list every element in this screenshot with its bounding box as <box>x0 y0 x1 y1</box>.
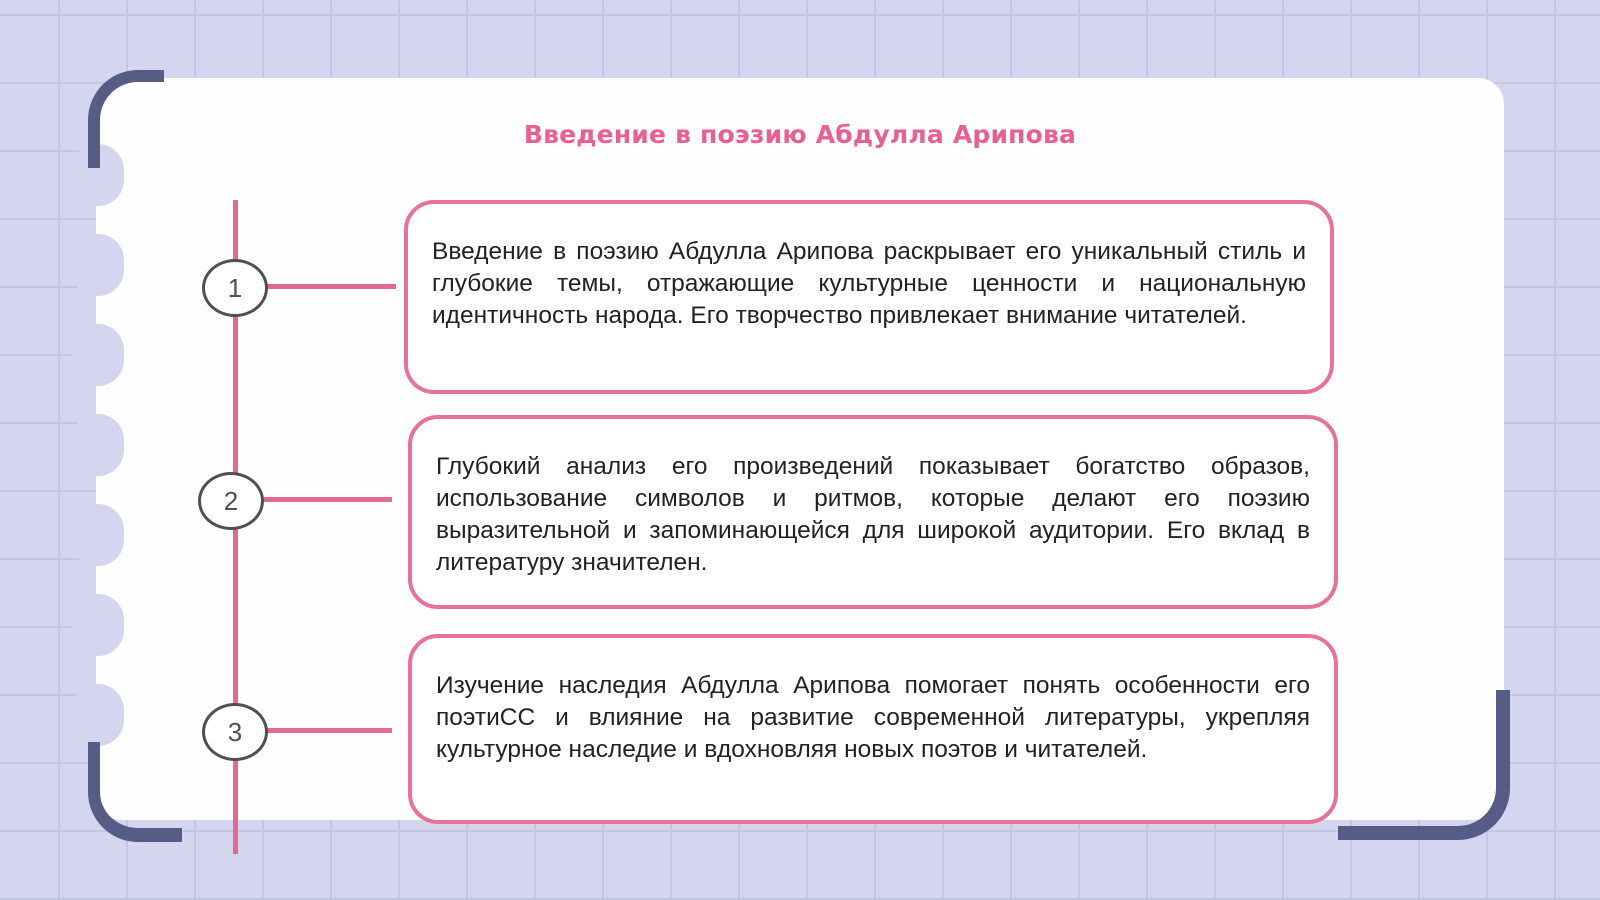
step-card-2 <box>408 415 1338 609</box>
paper-notch <box>72 414 124 476</box>
frame-corner-bottom-left <box>88 742 182 842</box>
paper-notch <box>72 324 124 386</box>
step-text-1: Введение в поэзию Абдулла Арипова раскрывает его уникальный стиль и глубокие темы, отражающие культурные ценности и национальную идентичность народа. Его творчество привлекает внимание читателей. <box>432 238 1306 329</box>
frame-corner-bottom-right <box>1338 690 1510 840</box>
step-number-3: 3 <box>202 703 268 761</box>
step-number-2: 2 <box>198 472 264 530</box>
paper-notch <box>72 504 124 566</box>
step-card-1 <box>404 200 1334 394</box>
paper-notch <box>72 684 124 746</box>
step-text-2: Глубокий анализ его произведений показывает богатство образов, использование символов и ритмов, которые делают его поэзию выразительной и запоминающейся для широкой аудитории. Его вклад в литературу значителен. <box>436 453 1310 576</box>
step-number-1: 1 <box>202 259 268 317</box>
frame-corner-top-left <box>88 70 164 168</box>
paper-notch <box>72 234 124 296</box>
page-title: Введение в поэзию Абдулла Арипова <box>523 120 1077 149</box>
step-card-3 <box>408 634 1338 824</box>
timeline-connector-2 <box>262 497 392 502</box>
timeline-connector-3 <box>266 728 392 733</box>
timeline-connector-1 <box>266 284 396 289</box>
step-text-3: Изучение наследия Абдулла Арипова помогает понять особенности его поэтиСС и влияние на развитие современной литературы, укрепляя культурное наследие и вдохновляя новых поэтов и читателей. <box>436 672 1310 763</box>
paper-notch <box>72 594 124 656</box>
